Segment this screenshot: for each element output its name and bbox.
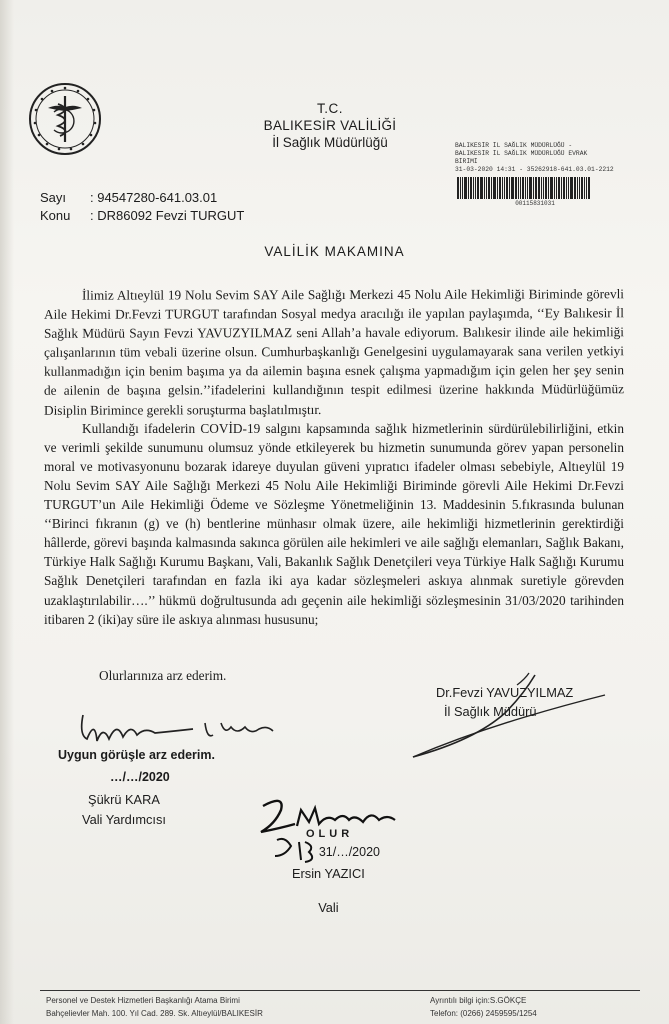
barcode-bar (588, 177, 590, 199)
barcode-bar (462, 177, 463, 199)
barcode-bar (475, 177, 476, 199)
stamp-line-4: 31-03-2020 14:31 - 35262918-641.03.01-2212 (455, 166, 614, 173)
ref-konu-row (40, 207, 244, 225)
barcode-bar (581, 177, 583, 199)
barcode-bar (525, 177, 526, 199)
deputy-approval-text: Uygun görüşle arz ederim. (58, 748, 215, 762)
director-signature-icon (405, 655, 625, 765)
document-title: VALİLİK MAKAMINA (264, 244, 405, 259)
barcode-bar (499, 177, 501, 199)
barcode-bar (468, 177, 469, 199)
footer-right-line-1: Ayrıntılı bilgi için:S.GÖKÇE (430, 996, 527, 1005)
olur-approval: OLUR (306, 828, 354, 840)
barcode-bar (502, 177, 503, 199)
barcode-bar (584, 177, 585, 199)
body-paragraph-1: İlimiz Altıeylül 19 Nolu Sevim SAY Aile Sağlığı Merkezi 45 Nolu Aile Hekimliği Biriminde görevli Aile Hekimi Dr.Fevzi TURGUT tarafından Sosyal medya aracılığı ile yapılan paylaşımda, ‘‘Ey Balıkesir İl Sağlık Müdürü Sayın Fevzi YAVUZYILMAZ seni Allah’a havale ediyorum. Balıkesir ilinde aile hekimliği çalışanlarının tüm vebali üzerine olsun. Cumhurbaşkanlığı Genelgesini uygulamayarak sana verilen yetkiyi kullanmadığın için benim başıma ya da ailemin başına esnek çalışma yapmadığım için gelen her şey senin de ailenin de başına gelsin.’’ifadelerini kullandığının tespit edilmesi üzerine hakkında Müdürlüğümüz Disiplin Birimince gerekli soruşturma başlatılmıştır. (44, 286, 624, 418)
governor-name: Ersin YAZICI (292, 866, 365, 881)
barcode-bar (522, 177, 524, 199)
barcode-bar (529, 177, 532, 199)
barcode-bar (504, 177, 505, 199)
barcode (457, 177, 635, 199)
deputy-title: Vali Yardımcısı (82, 812, 166, 827)
barcode-bar (460, 177, 461, 199)
barcode-bar (579, 177, 580, 199)
barcode-bar (574, 177, 576, 199)
barcode-bar (535, 177, 537, 199)
footer-address (46, 994, 263, 1020)
header-tc: T.C. (316, 101, 343, 116)
barcode-bar (464, 177, 467, 199)
barcode-bar (506, 177, 508, 199)
stamp-line-3: BİRİMİ (455, 158, 478, 165)
barcode-bar (566, 177, 567, 199)
barcode-bar (554, 177, 555, 199)
barcode-bar (484, 177, 485, 199)
barcode-bar (493, 177, 496, 199)
sayi-label: Sayı (40, 190, 67, 205)
barcode-bar (570, 177, 573, 199)
registry-stamp (455, 142, 635, 207)
governor-date: 31/…/2020 (318, 845, 380, 859)
barcode-bar (533, 177, 534, 199)
barcode-bar (561, 177, 562, 199)
barcode-bar (470, 177, 472, 199)
barcode-bar (515, 177, 517, 199)
barcode-bar (518, 177, 519, 199)
barcode-bar (473, 177, 474, 199)
barcode-bar (520, 177, 521, 199)
stamp-line-1: BALIKESİR İL SAĞLIK MÜDÜRLÜĞÜ - (455, 142, 573, 149)
barcode-bar (548, 177, 549, 199)
barcode-bar (491, 177, 492, 199)
barcode-bar (558, 177, 560, 199)
deputy-block (82, 790, 166, 830)
barcode-bar (545, 177, 547, 199)
barcode-bar (586, 177, 587, 199)
barcode-bar (457, 177, 459, 199)
footer-divider (40, 990, 640, 991)
health-ministry-logo-icon (28, 82, 102, 156)
reference-block (40, 189, 244, 225)
barcode-bar (480, 177, 483, 199)
deputy-date: …/…/2020 (110, 770, 170, 784)
director-title: İl Sağlık Müdürü (444, 704, 537, 719)
header-governorship: BALIKESİR VALİLİĞİ (263, 118, 397, 133)
barcode-bar (538, 177, 540, 199)
konu-value: : DR86092 Fevzi TURGUT (90, 208, 245, 223)
barcode-bar (509, 177, 510, 199)
barcode-bar (543, 177, 544, 199)
ref-sayi-row (40, 189, 244, 207)
barcode-bar (497, 177, 498, 199)
deputy-name: Şükrü KARA (88, 792, 160, 807)
governor-title: Vali (318, 900, 339, 915)
barcode-bar (541, 177, 542, 199)
barcode-bar (556, 177, 557, 199)
konu-label: Konu (40, 208, 71, 223)
letter-body (44, 285, 624, 629)
body-paragraph-2: Kullandığı ifadelerin COVİD-19 salgını kapsamında sağlık hizmetlerinin sürdürülebilirliğini, etkin ve verimli şekilde sunumunu olumsuz yönde etkileyerek bu hizmetin sunumunda görev yapan personelin moral ve motivasyonunu bozarak idareye duyulan güveni yıpratıcı ifadeler olması sebebiyle, Altıeylül 19 Nolu Sevim SAY Aile Sağlığı Merkezi 45 Nolu Aile Hekimliği Biriminde görevli Aile Hekimi Dr.Fevzi TURGUT’un Aile Hekimliği Ödeme ve Sözleşme Yönetmeliğinin 13. Maddesinin 5.fıkrasında bulunan ‘‘Birinci fıkranın (g) ve (h) bentlerine münhasır olmak üzere, aile hekimliği hizmetlerinin gerektirdiği hâllerde, görevi başında kalmasında sakınca görülen aile hekimleri ve aile sağlığı elemanları, Sağlık Bakanı, Türkiye Halk Sağlığı Kurumu Başkanı, Vali, Bakanlık Sağlık Denetçileri veya Türkiye Halk Sağlığı Kurumu Sağlık Denetçileri tarafından en fazla iki aya kadar sözleşmeleri askıya alınmak suretiyle görevden uzaklaştırılabilir….’’ hükmü doğrultusunda adı geçenin aile hekimliği sözleşmesinin 31/03/2020 tarihinden itibaren 2 (iki)ay süre ile askıya alınması hususunu; (44, 420, 624, 627)
director-name: Dr.Fevzi YAVUZYILMAZ (436, 685, 574, 700)
letterhead (200, 100, 460, 151)
barcode-bar (511, 177, 514, 199)
governor-block (292, 864, 365, 917)
closing-line: Olurlarınıza arz ederim. (99, 668, 227, 683)
barcode-bar (527, 177, 528, 199)
stamp-line-2: BALIKESİR İL SAĞLIK MÜDÜRLÜĞÜ EVRAK (455, 150, 588, 157)
barcode-bar (577, 177, 578, 199)
footer-right-line-2: Telefon: (0266) 2459595/1254 (430, 1009, 537, 1018)
footer-left-line-2: Bahçelievler Mah. 100. Yıl Cad. 289. Sk. Altıeylül/BALIKESİR (46, 1009, 263, 1018)
footer-contact (430, 994, 537, 1020)
barcode-bar (488, 177, 490, 199)
deputy-signature-icon (75, 705, 285, 750)
barcode-bar (486, 177, 487, 199)
barcode-bar (477, 177, 479, 199)
barcode-number: 00115831031 (515, 200, 555, 207)
barcode-bar (550, 177, 553, 199)
barcode-bar (563, 177, 565, 199)
footer-left-line-1: Personel ve Destek Hizmetleri Başkanlığı Atama Birimi (46, 996, 240, 1005)
header-directorate: İl Sağlık Müdürlüğü (272, 135, 388, 150)
barcode-bar (568, 177, 569, 199)
sayi-value: : 94547280-641.03.01 (90, 190, 218, 205)
